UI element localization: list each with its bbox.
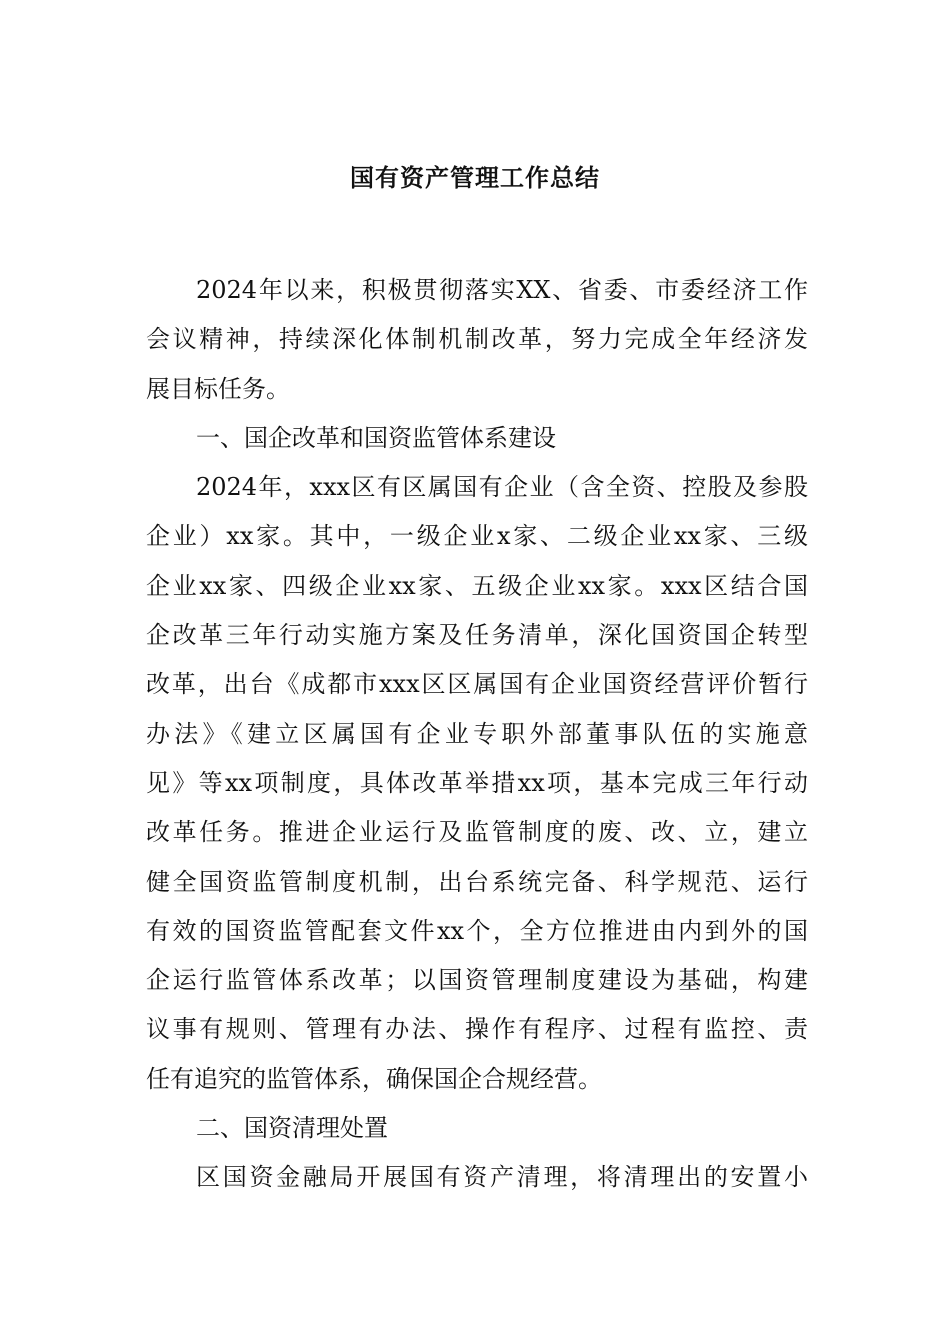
paragraph-line: 企改革三年行动实施方案及任务清单，深化国资国企转型	[146, 621, 808, 650]
paragraph-line: 展目标任务。	[146, 374, 290, 403]
paragraph-line: 区国资金融局开展国有资产清理，将清理出的安置小	[196, 1163, 808, 1192]
paragraph-line: 有效的国资监管配套文件xx个，全方位推进由内到外的国	[146, 916, 808, 945]
paragraph-line: 见》等xx项制度，具体改革举措xx项，基本完成三年行动	[146, 768, 808, 797]
section-heading: 一、国企改革和国资监管体系建设	[196, 423, 556, 452]
paragraph-line: 2024年以来，积极贯彻落实XX、省委、市委经济工作	[196, 276, 808, 304]
paragraph-line: 2024年，xxx区有区属国有企业（含全资、控股及参股	[196, 473, 808, 502]
paragraph-line: 企业）xx家。其中，一级企业x家、二级企业xx家、三级	[146, 522, 808, 551]
paragraph-line: 改革任务。推进企业运行及监管制度的废、改、立，建立	[146, 818, 808, 847]
section-heading: 二、国资清理处置	[196, 1114, 388, 1143]
document-title: 国有资产管理工作总结	[350, 163, 600, 192]
paragraph-line: 会议精神，持续深化体制机制改革，努力完成全年经济发	[146, 325, 808, 354]
paragraph-line: 企业xx家、四级企业xx家、五级企业xx家。xxx区结合国	[146, 571, 808, 600]
paragraph-line: 健全国资监管制度机制，出台系统完备、科学规范、运行	[146, 867, 808, 896]
document-body	[146, 266, 808, 1203]
paragraph-line: 办法》《建立区属国有企业专职外部董事队伍的实施意	[146, 719, 808, 748]
paragraph-line: 企运行监管体系改革；以国资管理制度建设为基础，构建	[146, 966, 808, 995]
paragraph-line: 任有追究的监管体系，确保国企合规经营。	[146, 1064, 602, 1093]
paragraph-line: 改革，出台《成都市xxx区区属国有企业国资经营评价暂行	[146, 670, 808, 699]
paragraph-line: 议事有规则、管理有办法、操作有程序、过程有监控、责	[146, 1015, 808, 1044]
